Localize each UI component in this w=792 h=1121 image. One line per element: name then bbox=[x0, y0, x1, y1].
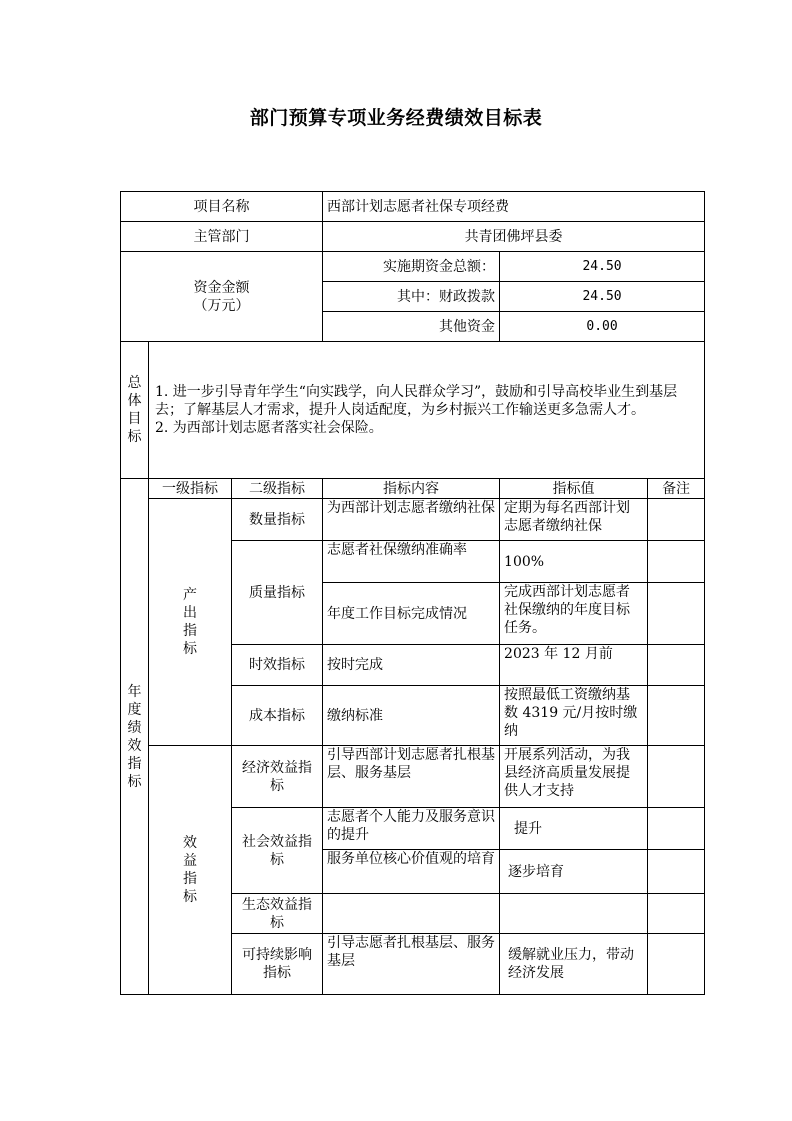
overall-goal-label: 总 体 目 标 bbox=[121, 342, 149, 479]
funds-total-label: 实施期资金总额： bbox=[323, 252, 500, 282]
quantity-value: 定期为每名西部计划志愿者缴纳社保 bbox=[500, 499, 648, 541]
indicator-header-row bbox=[121, 479, 705, 499]
cost-label: 成本指标 bbox=[232, 686, 323, 746]
department-row bbox=[121, 222, 705, 252]
header-level2: 二级指标 bbox=[232, 479, 323, 499]
social-content-1: 志愿者个人能力及服务意识的提升 bbox=[323, 808, 500, 850]
cost-content: 缴纳标准 bbox=[323, 686, 500, 746]
cost-value: 按照最低工资缴纳基数 4319 元/月按时缴纳 bbox=[500, 686, 648, 746]
social-value-2: 逐步培育 bbox=[500, 850, 648, 894]
economic-content: 引导西部计划志愿者扎根基层、服务基层 bbox=[323, 746, 500, 808]
funds-fiscal-label: 其中：财政拨款 bbox=[323, 282, 500, 312]
quantity-content: 为西部计划志愿者缴纳社保 bbox=[323, 499, 500, 541]
economic-row bbox=[121, 746, 705, 808]
social-value-1: 提升 bbox=[500, 808, 648, 850]
sustainable-content: 引导志愿者扎根基层、服务基层 bbox=[323, 934, 500, 995]
overall-goal-line-1: 1. 进一步引导青年学生“向实践学，向人民群众学习”，鼓励和引导高校毕业生到基层去；了解基层人才需求，提升人岗适配度，为乡村振兴工作输送更多急需人才。 bbox=[155, 384, 678, 418]
cost-note bbox=[648, 686, 705, 746]
quality-content-2: 年度工作目标完成情况 bbox=[323, 583, 500, 645]
sustainable-note bbox=[648, 934, 705, 995]
project-name-label: 项目名称 bbox=[121, 192, 323, 222]
timeliness-content: 按时完成 bbox=[323, 645, 500, 686]
quality-note-2 bbox=[648, 583, 705, 645]
quantity-row bbox=[121, 499, 705, 541]
funds-other-value: 0.00 bbox=[500, 312, 705, 342]
economic-value: 开展系列活动，为我县经济高质量发展提供人才支持 bbox=[500, 746, 648, 808]
sustainable-label: 可持续影响指标 bbox=[232, 934, 323, 995]
project-name-row bbox=[121, 192, 705, 222]
quality-label: 质量指标 bbox=[232, 541, 323, 645]
funds-fiscal-value: 24.50 bbox=[500, 282, 705, 312]
benefit-indicator-label: 效 益 指 标 bbox=[149, 746, 232, 995]
social-note-1 bbox=[648, 808, 705, 850]
header-level1: 一级指标 bbox=[149, 479, 232, 499]
overall-goal-line-2: 2. 为西部计划志愿者落实社会保险。 bbox=[155, 420, 383, 436]
annual-indicator-label: 年 度 绩 效 指 标 bbox=[121, 479, 149, 995]
funds-label: 资金金额 bbox=[193, 279, 250, 296]
social-note-2 bbox=[648, 850, 705, 894]
timeliness-note bbox=[648, 645, 705, 686]
funds-other-label: 其他资金 bbox=[323, 312, 500, 342]
department-value: 共青团佛坪县委 bbox=[323, 222, 705, 252]
ecological-note bbox=[648, 894, 705, 934]
economic-note bbox=[648, 746, 705, 808]
funds-total-value: 24.50 bbox=[500, 252, 705, 282]
overall-goal-row bbox=[121, 342, 705, 479]
page-title: 部门预算专项业务经费绩效目标表 bbox=[249, 107, 543, 129]
ecological-value bbox=[500, 894, 648, 934]
performance-goal-table bbox=[120, 191, 705, 995]
quantity-note bbox=[648, 499, 705, 541]
funds-unit: （万元） bbox=[193, 297, 250, 314]
output-indicator-label: 产 出 指 标 bbox=[149, 499, 232, 746]
ecological-label: 生态效益指标 bbox=[232, 894, 323, 934]
funds-total-row bbox=[121, 252, 705, 282]
funds-label-cell bbox=[121, 252, 323, 342]
social-content-2: 服务单位核心价值观的培育 bbox=[323, 850, 500, 894]
timeliness-label: 时效指标 bbox=[232, 645, 323, 686]
header-value: 指标值 bbox=[500, 479, 648, 499]
timeliness-value: 2023 年 12 月前 bbox=[500, 645, 648, 686]
header-content: 指标内容 bbox=[323, 479, 500, 499]
ecological-content bbox=[323, 894, 500, 934]
quality-value-1: 100% bbox=[500, 541, 648, 583]
quality-value-2: 完成西部计划志愿者社保缴纳的年度目标任务。 bbox=[500, 583, 648, 645]
social-label: 社会效益指标 bbox=[232, 808, 323, 894]
economic-label: 经济效益指标 bbox=[232, 746, 323, 808]
project-name-value: 西部计划志愿者社保专项经费 bbox=[323, 192, 705, 222]
department-label: 主管部门 bbox=[121, 222, 323, 252]
overall-goal-text bbox=[149, 342, 705, 479]
quality-content-1: 志愿者社保缴纳准确率 bbox=[323, 541, 500, 583]
header-note: 备注 bbox=[648, 479, 705, 499]
quality-note-1 bbox=[648, 541, 705, 583]
quantity-label: 数量指标 bbox=[232, 499, 323, 541]
sustainable-value: 缓解就业压力，带动经济发展 bbox=[500, 934, 648, 995]
